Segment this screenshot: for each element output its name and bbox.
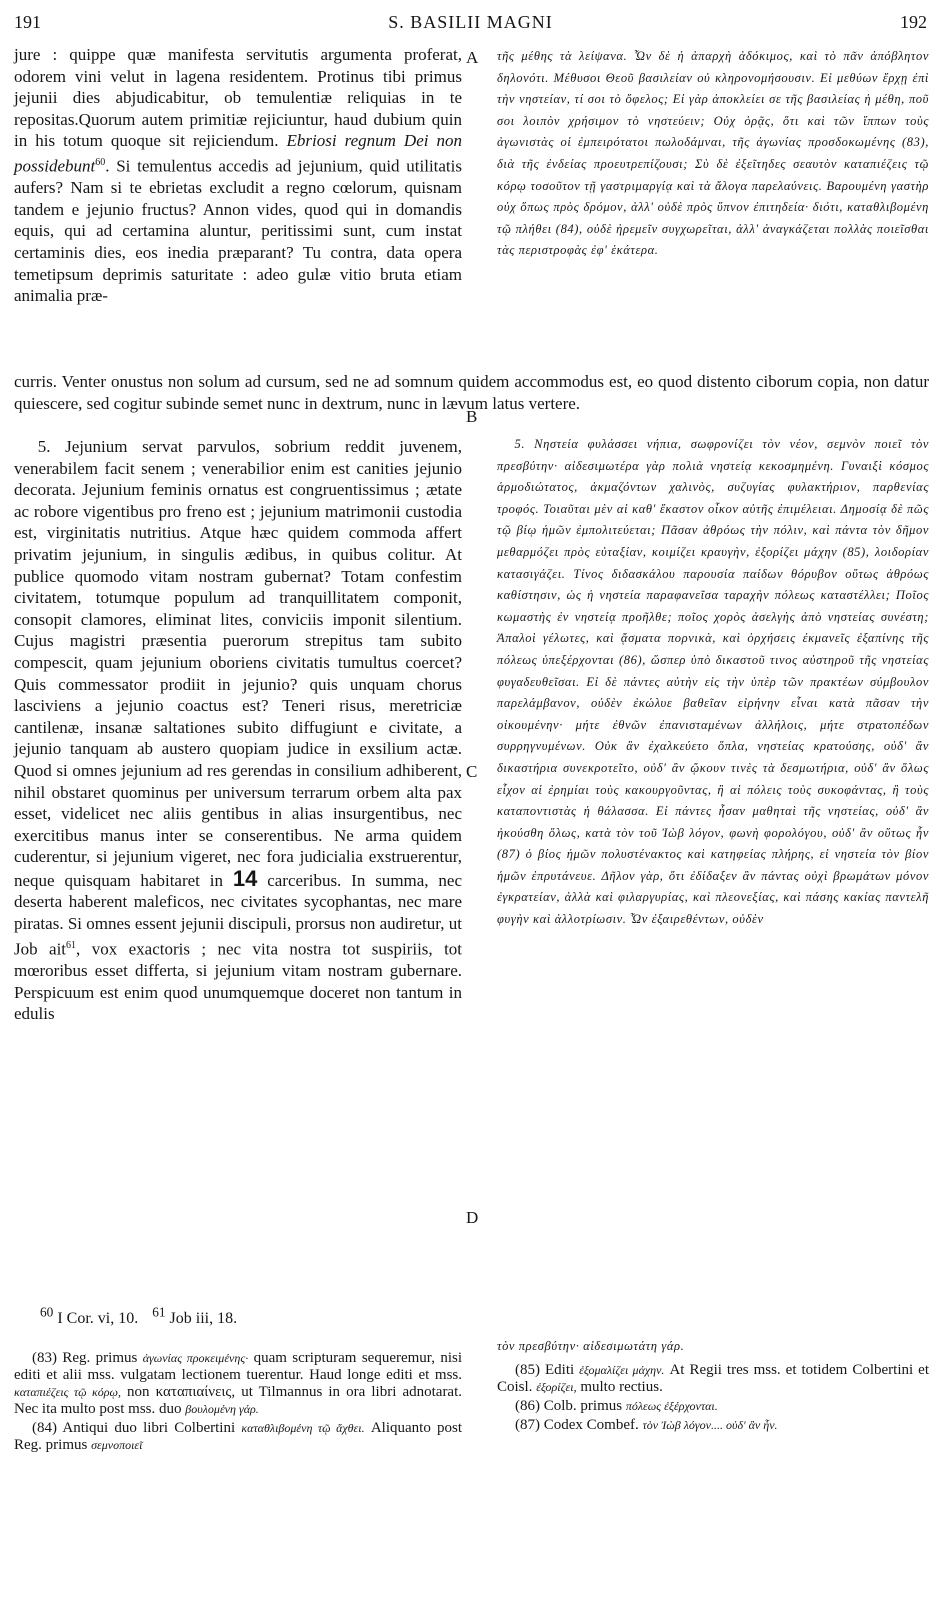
- footnote-ref-60: 60: [95, 156, 106, 168]
- running-header: [14, 12, 927, 36]
- critical-notes-left: [14, 1350, 462, 1456]
- latin-column-lower: [14, 436, 462, 1025]
- running-title: S. BASILII MAGNI: [388, 12, 553, 32]
- scripture-footnotes: $^{60}$ I Cor. vi, 10. $^{61}$ Job iii, 18.: [40, 1305, 238, 1328]
- note-87: (87) Codex Combef. τὸν Ἰὼβ λόγον.... οὐδ' ἂν ἦν.: [515, 1417, 778, 1433]
- greek-column-upper: [497, 46, 929, 262]
- note-83: (83) Reg. primus ἀγωνίας προκειμένης· quam scripturam sequeremur, nisi editi et alii mss. vulgatam lectionem tuerentur. Haud longe editi et mss. καταπιέζεις τῷ κόρῳ, non καταπιαίνεις, ut Tilmannus in ora libri adnotarat. Nec ita multo post mss. duo βουλομένη γάρ.: [14, 1350, 463, 1417]
- latin-column-upper: [14, 44, 462, 307]
- page-number-right: 192: [900, 12, 927, 32]
- note-84: (84) Antiqui duo libri Colbertini καταθλιβομένη τῷ ἄχθει. Aliquanto post Reg. primus σεμνοποιεῖ: [14, 1420, 463, 1453]
- greek-paragraph-5: 5. Νηστεία φυλάσσει νήπια, σωφρονίζει τὸν νέον, σεμνὸν ποιεῖ τὸν πρεσβύτην· αἰδεσιμωτέρα γὰρ πολιὰ νηστείᾳ κεκοσμημένη. Γυναιξὶ κόσμος ἁρμοδιώτατος, ἀκμαζόντων χαλινὸς, συζυγίας φυλακτήριον, παρθενίας τροφός. Τοιαῦται μὲν αἱ καθ' ἕκαστον οἶκον αὐτῆς ἐπιμέλειαι. Δημοσίᾳ δὲ πῶς τῷ βίῳ ἡμῶν ἐμπολιτεύεται; Πᾶσαν ἀθρόως τὴν πόλιν, καὶ πάντα τὸν δῆμον μεθαρμόζει πρὸς εὐταξίαν, κοιμίζει κραυγὴν, ἐξορίζει μάχην (85), λοιδορίαν κατασιγάζει. Τίνος διδασκάλου παρουσία παίδων θόρυβον οὕτως ἀθρόως καθίστησιν, ὡς ἡ νηστεία παραφανεῖσα ταραχὴν πόλεως καταστέλλει; Ποῖος κωμαστὴς ἐν νηστείᾳ προῆλθε; ποῖος χορὸς ἀσελγὴς ἀπὸ νηστείας συνέστη; Ἁπαλοὶ γέλωτες, καὶ ᾄσματα πορνικὰ, καὶ ὀρχήσεις ἐκμανεῖς ἐξαπίνης τῆς πόλεως ὑπεξέρχονται (86), ὥσπερ ὑπὸ δικαστοῦ τινος αὐστηροῦ τῆς νηστείας φυγαδευθεῖσαι. Εἰ δὲ πάντες αὐτὴν εἰς τὴν ὑπὲρ τῶν πρακτέων σύμβουλον παρελάμβανον, οὐδὲν ἐκώλυε βαθεῖαν εἰρήνην εἶναι κατὰ πᾶσαν τὴν οἰκουμένην· μήτε ἐθνῶν ἐπανισταμένων ἀλλήλοις, μήτε στρατοπέδων συρρηγνυμένων. Οὐκ ἂν ἐχαλκεύετο ὅπλα, νηστείας κρατούσης, οὐδ' ἂν δικαστήρια συνεκροτεῖτο, οὐδ' ἂν ᾤκουν τινὲς τὰ δεσμωτήρια, οὐδ' ἂν ὅλως εἶχον αἱ ἐρημίαι τοὺς κακουργοῦντας, ἢ αἱ πόλεις τοὺς συκοφάντας, ἢ τοὺς καταποντιστὰς ἡ θάλασσα. Εἰ πάντες ἦσαν μαθηταὶ τῆς νηστείας, οὐδ' ἂν ἠκούσθη ὅλως, κατὰ τὸν τοῦ Ἰὼβ λόγον, φωνὴ φορολόγου, οὐδ' ἂν οὕτως ἦν (87) ὁ βίος ἡμῶν πολυστένακτος καὶ κατηφείας πλήρης, εἰ νηστεία τὸν βίον ἡμῶν ἐπρυτάνευε. Δῆλον γὰρ, ὅτι ἐδίδαξεν ἂν πάντας οὐχὶ βρωμάτων μόνον ἐγκρατείαν, ἀλλὰ καὶ φιλαργυρίας, καὶ πλεονεξίας, καὶ πάσης κακίας παντελῆ φυγὴν καὶ ἀλλοτρίωσιν. Ὧν ἐξαιρεθέντων, οὐδὲν: [497, 437, 929, 927]
- margin-letter-c: C: [466, 762, 478, 781]
- latin-paragraph-5: 5. Jejunium servat parvulos, sobrium reddit juvenem, venerabilem facit senem ; venerabilior enim est canities jejunio decorata. Jejunium feminis ornatus est congruentissimus ; ætate ac robore vigentibus pro freno est ; jejunium matrimonii custodia est, virginitatis nutritius. Atque hæc quidem commoda affert privatim jejunium, in singulis ædibus, in quibus colitur. At publice quomodo vitam nostram gubernat? Totam confestim civitatem, totumque populum ad tranquillitatem componit, consopit clamores, eliminat lites, conviciis imponit silentium. Cujus magistri præsentia puerorum strepitus tam subito compescit, quam jejunium oboriens civitatis tumultus coercet? Quis commessator prodiit in jejunio? quis unquam chorus lasciviens a jejunio coactus est? Teneri risus, meretriciæ cantilenæ, insanæ saltationes subito diffugiunt e civitate, a jejunio tanquam ab austero quopiam judice in exsilium actæ. Quod si omnes jejunium ad res gerendas in consilium adhiberent, nihil obstaret quominus per universum terrarum orbem alta pax esset, videlicet nec aliis gentibus in alias insurgentibus, nec exercitibus manus inter se conserentibus. Ne arma quidem cuderentur, si jejunium vigeret, nec fora judicialia exstruerentur, neque quisquam habitaret in 14 carceribus. In summa, nec deserta haberent maleficos, nec civitates sycophantas, nec mare piratas. Si omnes essent jejunii discipuli, prorsus non audiretur, ut Job ait$^{61}$, vox exactoris ; nec vita nostra tot suspiriis, tot mœroribus esset differta, si jejunium vitam nostram gubernare. Perspicuum est enim quod unumquemque doceret non tantum in edulis: [14, 437, 463, 1024]
- margin-letter-d: D: [466, 1208, 479, 1227]
- page-marker: 14: [232, 865, 258, 891]
- greek-continuation: τὸν πρεσβύτην· αἰδεσιμωτάτη γάρ.: [497, 1339, 685, 1353]
- critical-notes-right: [497, 1362, 929, 1436]
- latin-paragraph-1: jure : quippe quæ manifesta servitutis argumenta proferat, odorem vini velut in lagena residentem. Protinus tibi primus jejunii dies abjudicabitur, ob temulentiæ reliquias in te repositas.Quorum autem primitiæ rejiciuntur, haud dubium quin in his totum quoque sit rejiciendum. Ebriosi regnum Dei non possidebunt$^{60}$. Si temulentus accedis ad jejunium, quid utilitatis aufers? Nam si te ebrietas excludit a regno cœlorum, quisnam tandem e jejunio fructus? Annon vides, quod qui in domandis equis, qui ad certamina aluntur, peritissimi sunt, cum instat certaminis dies, eos inedia præparant? Tu contra, data opera temetipsum deprimis saturitate : adeo gulæ vitio bruta etiam animalia præ-: [14, 45, 463, 306]
- footnote-ref-61: 61: [66, 939, 77, 951]
- margin-letter-a: A: [466, 48, 479, 67]
- note-86: (86) Colb. primus πόλεως ἐξέρχονται.: [515, 1398, 718, 1414]
- latin-scripture-quote: Ebriosi regnum Dei non possidebunt: [14, 131, 463, 176]
- greek-column-lower: [497, 434, 929, 931]
- greek-paragraph-1: τῆς μέθης τὰ λείψανα. Ὧν δὲ ἡ ἀπαρχὴ ἀδόκιμος, καὶ τὸ πᾶν ἀπόβλητον δηλονότι. Μέθυσοι Θεοῦ βασιλείαν οὐ κληρονομήσουσιν. Εἰ μεθύων ἔρχῃ ἐπὶ τὴν νηστείαν, τί σοι τὸ ὄφελος; Εἰ γὰρ ἀποκλείει σε τῆς βασιλείας ἡ μέθη, ποῦ σοι λοιπὸν χρήσιμον τὸ νηστεύειν; Οὐχ ὁρᾷς, ὅτι καὶ τῶν ἵππων τοὺς ἀγωνιστὰς οἱ ἐμπειρότατοι πωλοδάμναι, τῆς ἀγωνίας προσδοκωμένης (83), διὰ τῆς ἐνδείας προευτρεπίζουσι; Σὺ δὲ ἐξεῖτηδες σεαυτὸν καταπιέζεις τῷ κόρῳ τοσοῦτον τῇ γαστριμαργίᾳ καὶ τὰ ἄλογα παρελαύνεις. Βαρουμένη γαστὴρ οὐχ ὅπως πρὸς δρόμον, ἀλλ' οὐδὲ πρὸς ὕπνον ἐπιτηδεία· διότι, καταθλιβομένη τῷ πλήθει (84), οὐδὲ ἠρεμεῖν συγχωρεῖται, ἀλλ' ἀναγκάζεται πολλὰς ποιεῖσθαι τὰς περιστροφὰς ἐφ' ἑκάτερα.: [497, 49, 929, 258]
- margin-letter-b: B: [466, 407, 478, 426]
- page-number-left: 191: [14, 12, 41, 32]
- note-85: (85) Editi ἐξομαλίζει μάχην. At Regii tres mss. et totidem Colbertini et Coisl. ἐξορίζει, multo rectius.: [497, 1362, 929, 1395]
- latin-full-width-text: curris. Venter onustus non solum ad cursum, sed ne ad somnum quidem accommodus est, eo quod distento ciborum copia, non datur quiescere, sed cogitur subinde semet nunc in dextrum, nunc in lævum latus vertere.: [14, 372, 929, 413]
